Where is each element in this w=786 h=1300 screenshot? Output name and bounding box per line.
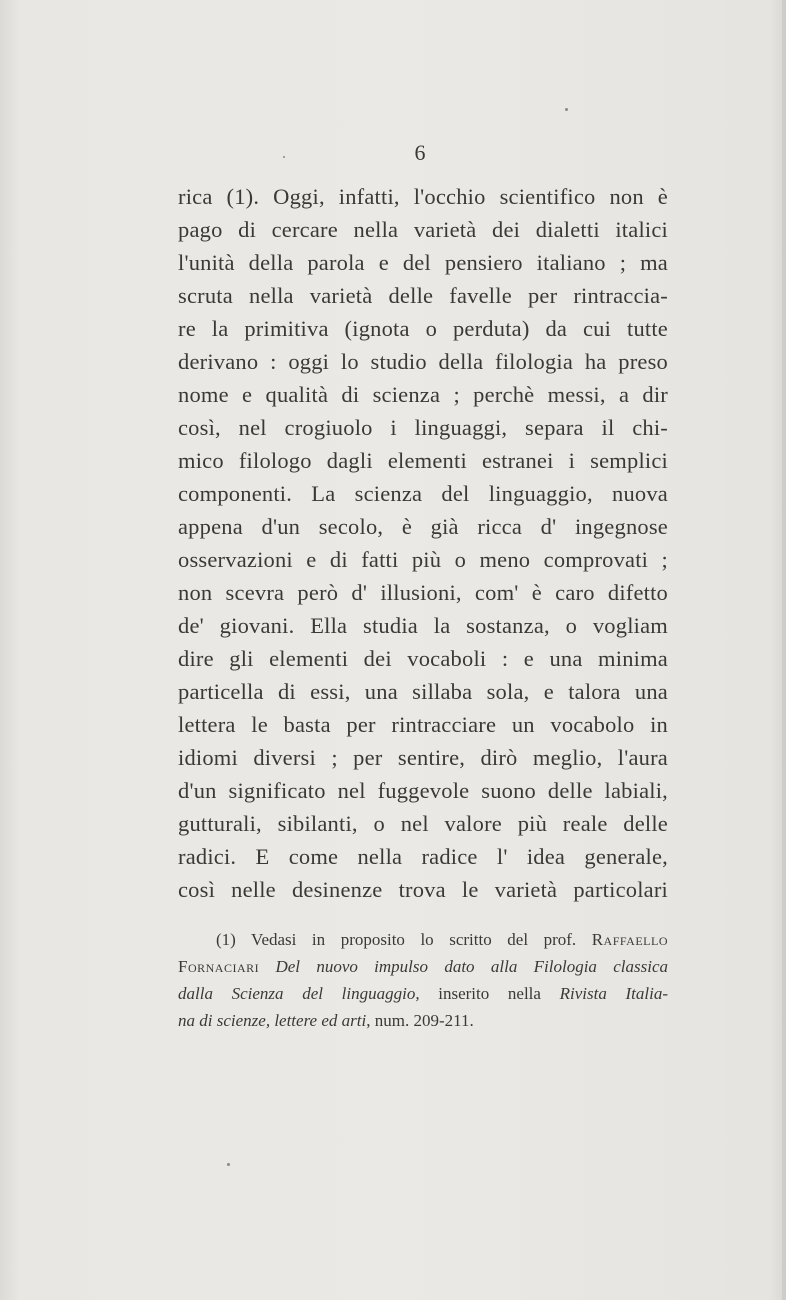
footnote-line [178, 953, 668, 980]
footnote-title-cont: dalla Scienza del linguaggio, [178, 984, 420, 1003]
text-line: derivano : oggi lo studio della filologia ha preso [178, 349, 668, 374]
text-line: scruta nella varietà delle favelle per rintraccia- [178, 283, 668, 308]
footnote-line [178, 980, 668, 1007]
footnote-journal: Rivista Italia- [559, 984, 668, 1003]
text-line: osservazioni e di fatti più o meno comprovati ; [178, 547, 668, 572]
text-line: re la primitiva (ignota o perduta) da cui tutte [178, 316, 668, 341]
footnote-text: (1) Vedasi in proposito lo scritto del prof. [216, 930, 577, 949]
text-line: così nelle desinenze trova le varietà particolari [178, 877, 668, 902]
text-line: gutturali, sibilanti, o nel valore più reale delle [178, 811, 668, 836]
text-line: non scevra però d' illusioni, com' è caro difetto [178, 580, 668, 605]
body-text [178, 180, 668, 906]
footnote-author-first-name: Raffaello [591, 930, 668, 949]
footnote-title: Del nuovo impulso dato alla Filologia classica [275, 957, 668, 976]
paper-speck [227, 1163, 230, 1166]
text-line: l'unità della parola e del pensiero italiano ; ma [178, 250, 668, 275]
page-number: 6 [414, 140, 426, 165]
footnote-journal-cont: na di scienze, lettere ed arti [178, 1011, 367, 1030]
text-line: de' giovani. Ella studia la sostanza, o vogliam [178, 613, 668, 638]
text-line: mico filologo dagli elementi estranei i semplici [178, 448, 668, 473]
footnote-author-surname: Fornaciari [178, 957, 260, 976]
text-line: così, nel crogiuolo i linguaggi, separa il chi- [178, 415, 668, 440]
paper-speck [565, 108, 568, 111]
text-line: nome e qualità di scienza ; perchè messi, a dir [178, 382, 668, 407]
text-line: appena d'un secolo, è già ricca d' ingegnose [178, 514, 668, 539]
text-line: rica (1). Oggi, infatti, l'occhio scientifico non è [178, 184, 668, 209]
text-line: idiomi diversi ; per sentire, dirò meglio, l'aura [178, 745, 668, 770]
footnote-issue: , num. 209-211. [366, 1011, 474, 1030]
text-line: d'un significato nel fuggevole suono delle labiali, [178, 778, 668, 803]
text-line: dire gli elementi dei vocaboli : e una minima [178, 646, 668, 671]
text-line: lettera le basta per rintracciare un vocabolo in [178, 712, 668, 737]
footnote-line [178, 1007, 668, 1034]
footnote-line [178, 926, 668, 953]
text-line: particella di essi, una sillaba sola, e talora una [178, 679, 668, 704]
text-line: componenti. La scienza del linguaggio, nuova [178, 481, 668, 506]
text-line: pago di cercare nella varietà dei dialetti italici [178, 217, 668, 242]
footnote [178, 926, 668, 1034]
paper-speck [283, 156, 285, 158]
text-line: radici. E come nella radice l' idea generale, [178, 844, 668, 869]
page-edge-shadow [782, 0, 786, 1300]
footnote-text: inserito nella [438, 984, 541, 1003]
